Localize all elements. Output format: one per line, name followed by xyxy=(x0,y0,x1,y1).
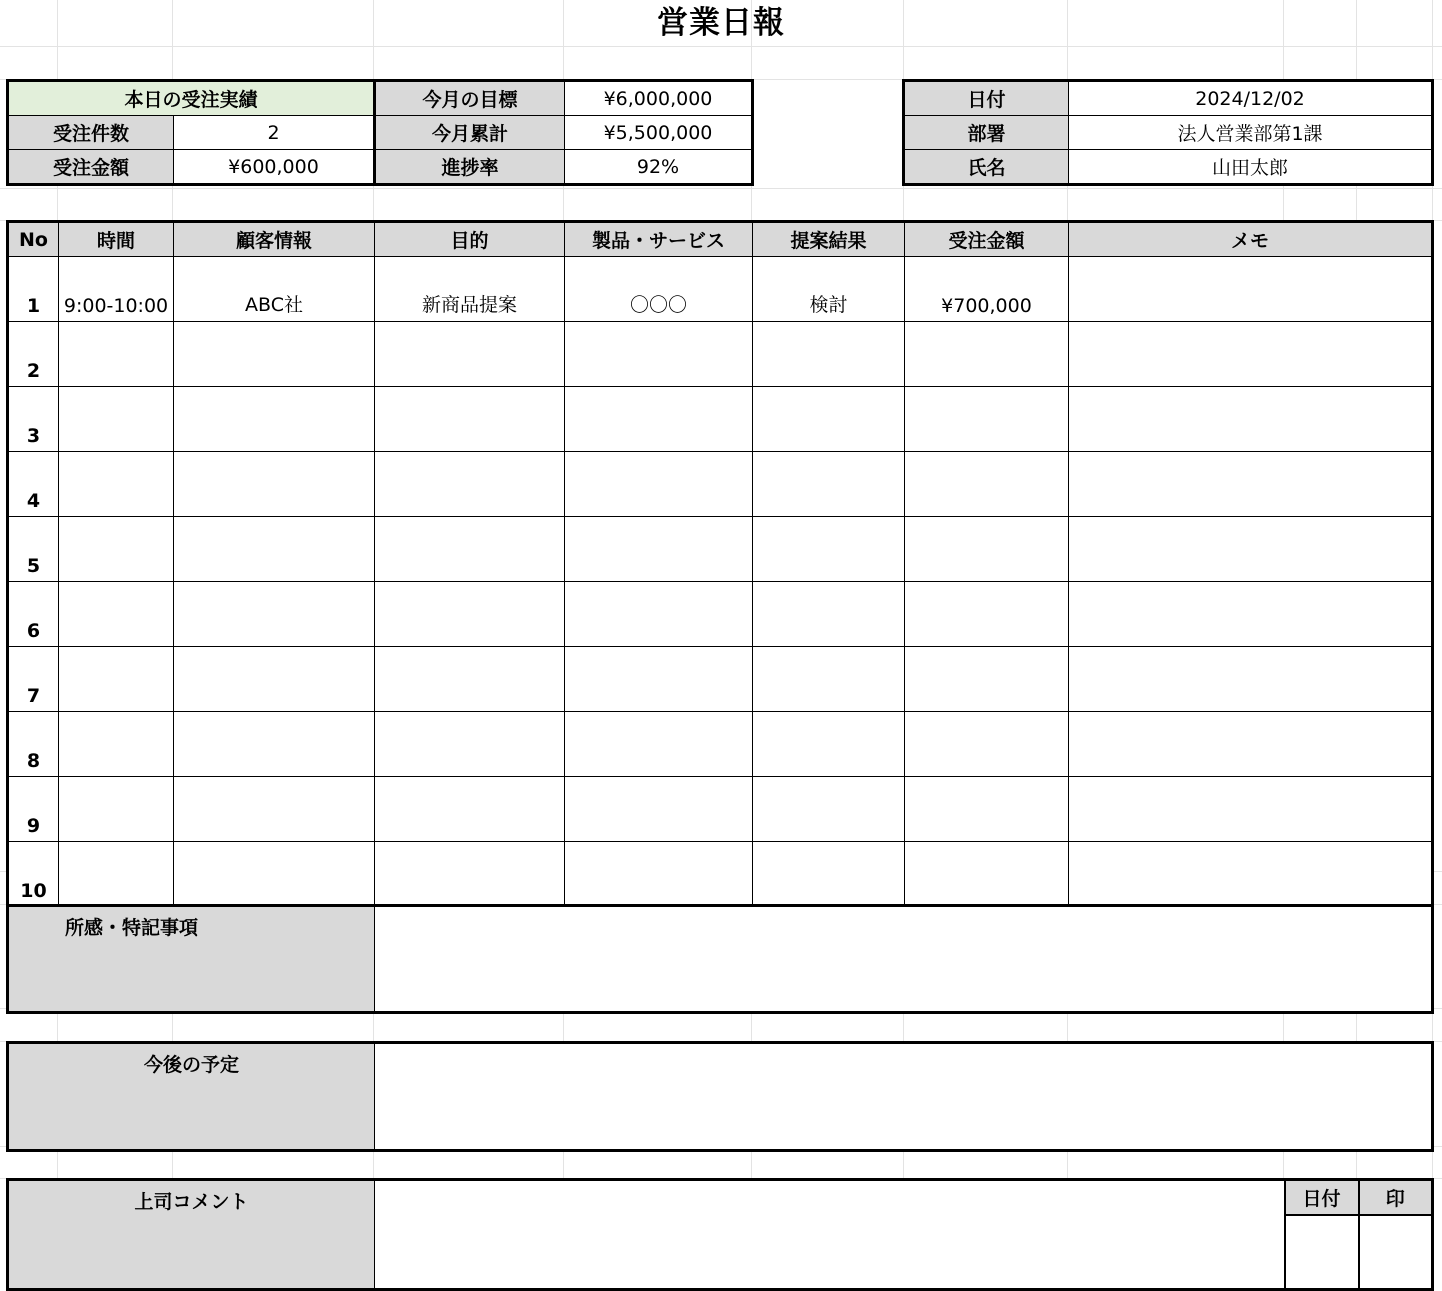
column-header: 提案結果 xyxy=(753,222,905,257)
product-cell[interactable] xyxy=(565,582,753,647)
purpose-cell[interactable] xyxy=(375,517,565,582)
impressions-label: 所感・特記事項 xyxy=(8,906,375,1013)
activity-row xyxy=(8,777,1433,842)
result-cell[interactable] xyxy=(753,452,905,517)
today-results-label: 本日の受注実績 xyxy=(8,81,375,116)
amount-cell[interactable]: ¥700,000 xyxy=(905,257,1069,322)
result-cell[interactable] xyxy=(753,777,905,842)
column-header: 目的 xyxy=(375,222,565,257)
order-amount-label: 受注金額 xyxy=(8,150,174,185)
row-number: 1 xyxy=(8,257,59,322)
activity-row xyxy=(8,322,1433,387)
boss-date-label: 日付 xyxy=(1285,1180,1359,1216)
customer-cell[interactable] xyxy=(174,842,375,908)
customer-cell[interactable] xyxy=(174,712,375,777)
amount-cell[interactable] xyxy=(905,387,1069,452)
activity-table xyxy=(6,220,1434,909)
purpose-cell[interactable] xyxy=(375,387,565,452)
summary-table xyxy=(6,79,754,186)
memo-cell[interactable] xyxy=(1069,842,1433,908)
purpose-cell[interactable] xyxy=(375,647,565,712)
time-cell[interactable] xyxy=(59,517,174,582)
seal-label: 印 xyxy=(1359,1180,1433,1216)
purpose-cell[interactable] xyxy=(375,582,565,647)
activity-header-row xyxy=(8,222,1433,257)
memo-cell[interactable] xyxy=(1069,647,1433,712)
row-number: 9 xyxy=(8,777,59,842)
activity-row xyxy=(8,582,1433,647)
amount-cell[interactable] xyxy=(905,582,1069,647)
row-number: 10 xyxy=(8,842,59,908)
boss-comment-field[interactable] xyxy=(375,1180,1285,1290)
memo-cell[interactable] xyxy=(1069,517,1433,582)
memo-cell[interactable] xyxy=(1069,257,1433,322)
plans-section xyxy=(6,1041,1434,1152)
time-cell[interactable] xyxy=(59,452,174,517)
purpose-cell[interactable]: 新商品提案 xyxy=(375,257,565,322)
result-cell[interactable] xyxy=(753,582,905,647)
customer-cell[interactable]: ABC社 xyxy=(174,257,375,322)
customer-cell[interactable] xyxy=(174,777,375,842)
department-label: 部署 xyxy=(904,116,1069,150)
row-number: 5 xyxy=(8,517,59,582)
customer-cell[interactable] xyxy=(174,322,375,387)
product-cell[interactable] xyxy=(565,647,753,712)
product-cell[interactable]: 〇〇〇 xyxy=(565,257,753,322)
impressions-field[interactable] xyxy=(375,906,1433,1013)
column-header: 製品・サービス xyxy=(565,222,753,257)
time-cell[interactable] xyxy=(59,777,174,842)
activity-row xyxy=(8,712,1433,777)
activity-row xyxy=(8,452,1433,517)
order-count-label: 受注件数 xyxy=(8,116,174,150)
boss-date-field[interactable] xyxy=(1285,1215,1359,1290)
column-header: メモ xyxy=(1069,222,1433,257)
result-cell[interactable] xyxy=(753,517,905,582)
activity-row xyxy=(8,517,1433,582)
boss-comment-label: 上司コメント xyxy=(8,1180,375,1290)
time-cell[interactable] xyxy=(59,647,174,712)
time-cell[interactable] xyxy=(59,842,174,908)
purpose-cell[interactable] xyxy=(375,322,565,387)
impressions-section xyxy=(6,904,1434,1014)
product-cell[interactable] xyxy=(565,322,753,387)
goal-label: 今月の目標 xyxy=(375,81,565,116)
memo-cell[interactable] xyxy=(1069,777,1433,842)
time-cell[interactable] xyxy=(59,712,174,777)
result-cell[interactable] xyxy=(753,387,905,452)
time-cell[interactable]: 9:00-10:00 xyxy=(59,257,174,322)
row-number: 8 xyxy=(8,712,59,777)
product-cell[interactable] xyxy=(565,452,753,517)
customer-cell[interactable] xyxy=(174,387,375,452)
boss-comment-section xyxy=(6,1178,1434,1291)
amount-cell[interactable] xyxy=(905,712,1069,777)
amount-cell[interactable] xyxy=(905,322,1069,387)
row-number: 6 xyxy=(8,582,59,647)
activity-row xyxy=(8,387,1433,452)
purpose-cell[interactable] xyxy=(375,777,565,842)
column-header: 受注金額 xyxy=(905,222,1069,257)
activity-row xyxy=(8,257,1433,322)
product-cell[interactable] xyxy=(565,842,753,908)
purpose-cell[interactable] xyxy=(375,712,565,777)
cumulative-label: 今月累計 xyxy=(375,116,565,150)
purpose-cell[interactable] xyxy=(375,452,565,517)
info-table xyxy=(902,79,1434,186)
memo-cell[interactable] xyxy=(1069,387,1433,452)
memo-cell[interactable] xyxy=(1069,582,1433,647)
result-cell[interactable] xyxy=(753,322,905,387)
activity-row xyxy=(8,647,1433,712)
column-header: 顧客情報 xyxy=(174,222,375,257)
customer-cell[interactable] xyxy=(174,452,375,517)
row-number: 2 xyxy=(8,322,59,387)
cumulative-value[interactable]: ¥5,500,000 xyxy=(565,116,753,150)
order-amount-value[interactable]: ¥600,000 xyxy=(174,150,375,185)
date-label: 日付 xyxy=(904,81,1069,116)
result-cell[interactable]: 検討 xyxy=(753,257,905,322)
customer-cell[interactable] xyxy=(174,517,375,582)
date-value[interactable]: 2024/12/02 xyxy=(1069,81,1433,116)
product-cell[interactable] xyxy=(565,517,753,582)
seal-field[interactable] xyxy=(1359,1215,1433,1290)
result-cell[interactable] xyxy=(753,647,905,712)
grid-line xyxy=(0,188,1442,189)
row-number: 7 xyxy=(8,647,59,712)
department-value[interactable]: 法人営業部第1課 xyxy=(1069,116,1433,150)
time-cell[interactable] xyxy=(59,387,174,452)
memo-cell[interactable] xyxy=(1069,712,1433,777)
amount-cell[interactable] xyxy=(905,647,1069,712)
order-count-value[interactable]: 2 xyxy=(174,116,375,150)
activity-row xyxy=(8,842,1433,908)
column-header: 時間 xyxy=(59,222,174,257)
product-cell[interactable] xyxy=(565,387,753,452)
plans-label: 今後の予定 xyxy=(8,1043,375,1151)
memo-cell[interactable] xyxy=(1069,452,1433,517)
time-cell[interactable] xyxy=(59,322,174,387)
time-cell[interactable] xyxy=(59,582,174,647)
row-number: 3 xyxy=(8,387,59,452)
row-number: 4 xyxy=(8,452,59,517)
product-cell[interactable] xyxy=(565,712,753,777)
page-title: 営業日報 xyxy=(657,5,785,41)
column-header: No xyxy=(8,222,59,257)
amount-cell[interactable] xyxy=(905,452,1069,517)
plans-field[interactable] xyxy=(375,1043,1433,1151)
name-value[interactable]: 山田太郎 xyxy=(1069,150,1433,185)
purpose-cell[interactable] xyxy=(375,842,565,908)
amount-cell[interactable] xyxy=(905,777,1069,842)
memo-cell[interactable] xyxy=(1069,322,1433,387)
progress-value[interactable]: 92% xyxy=(565,150,753,185)
amount-cell[interactable] xyxy=(905,842,1069,908)
customer-cell[interactable] xyxy=(174,582,375,647)
name-label: 氏名 xyxy=(904,150,1069,185)
product-cell[interactable] xyxy=(565,777,753,842)
progress-label: 進捗率 xyxy=(375,150,565,185)
grid-line xyxy=(0,46,1442,47)
result-cell[interactable] xyxy=(753,842,905,908)
result-cell[interactable] xyxy=(753,712,905,777)
goal-value[interactable]: ¥6,000,000 xyxy=(565,81,753,116)
amount-cell[interactable] xyxy=(905,517,1069,582)
customer-cell[interactable] xyxy=(174,647,375,712)
